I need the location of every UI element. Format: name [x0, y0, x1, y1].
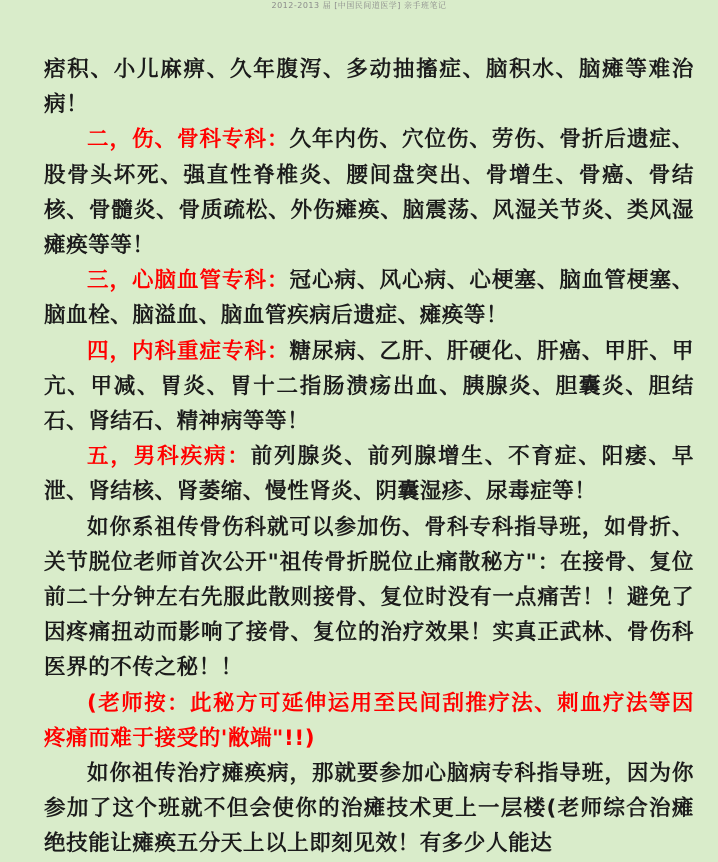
section-heading-cardiovascular: 三，心脑血管专科：	[87, 268, 290, 294]
paragraph-internal-medicine	[44, 334, 694, 440]
paragraph-cardiovascular	[44, 263, 694, 333]
section-text-internal-medicine: 糖尿病、乙肝、肝硬化、肝癌、甲肝、甲亢、甲减、胃炎、胃十二指肠溃疡出血、胰腺炎、胆囊炎、胆结石、肾结石、精神病等等！	[44, 338, 694, 435]
page-header: 2012-2013 届 [中国民间道医学] 亲手班笔记	[271, 1, 447, 10]
section-heading-orthopedics: 二，伤、骨科专科：	[87, 127, 290, 153]
section-text-andrology: 前列腺炎、前列腺增生、不育症、阳痿、早泄、肾结核、肾萎缩、慢性肾炎、阴囊湿疹、尿毒症等！	[44, 444, 695, 505]
paragraph-andrology	[44, 439, 694, 509]
section-text-cardiovascular: 冠心病、风心病、心梗塞、脑血管梗塞、脑血栓、脑溢血、脑血管疾病后遗症、瘫痪等！	[44, 268, 694, 329]
paragraph-paralysis-class: 如你祖传治疗瘫痪病，那就要参加心脑病专科指导班，因为你参加了这个班就不但会使你的治瘫技术更上一层楼(老师综合治瘫绝技能让瘫痪五分天上以上即刻见效！有多少人能达	[44, 761, 694, 857]
paragraph-orthopedic-class: 如你系祖传骨伤科就可以参加伤、骨科专科指导班，如骨折、关节脱位老师首次公开"祖传骨折脱位止痛散秘方"：在接骨、复位前二十分钟左右先服此散则接骨、复位时没有一点痛苦！！避免了因疼痛扭动而影响了接骨、复位的治疗效果！实真正武林、骨伤科医界的不传之秘！！	[44, 514, 694, 681]
section-text-orthopedics: 久年内伤、穴位伤、劳伤、骨折后遗症、股骨头坏死、强直性脊椎炎、腰间盘突出、骨增生、骨癌、骨结核、骨髓炎、骨质疏松、外伤瘫痪、脑震荡、风湿关节炎、类风湿瘫痪等等！	[44, 127, 694, 259]
paragraph-teacher-note: (老师按：此秘方可延伸运用至民间刮推疗法、刺血疗法等因疼痛而难于接受的'敝端"!!)	[44, 690, 694, 751]
document-body	[44, 52, 694, 862]
section-heading-internal-medicine: 四，内科重症专科：	[87, 338, 290, 364]
paragraph-disease-list-continued: 痞积、小儿麻痹、久年腹泻、多动抽搐症、脑积水、脑瘫等难治病！	[44, 57, 694, 118]
paragraph-orthopedics	[44, 122, 694, 263]
section-heading-andrology: 五，男科疾病：	[87, 444, 251, 470]
